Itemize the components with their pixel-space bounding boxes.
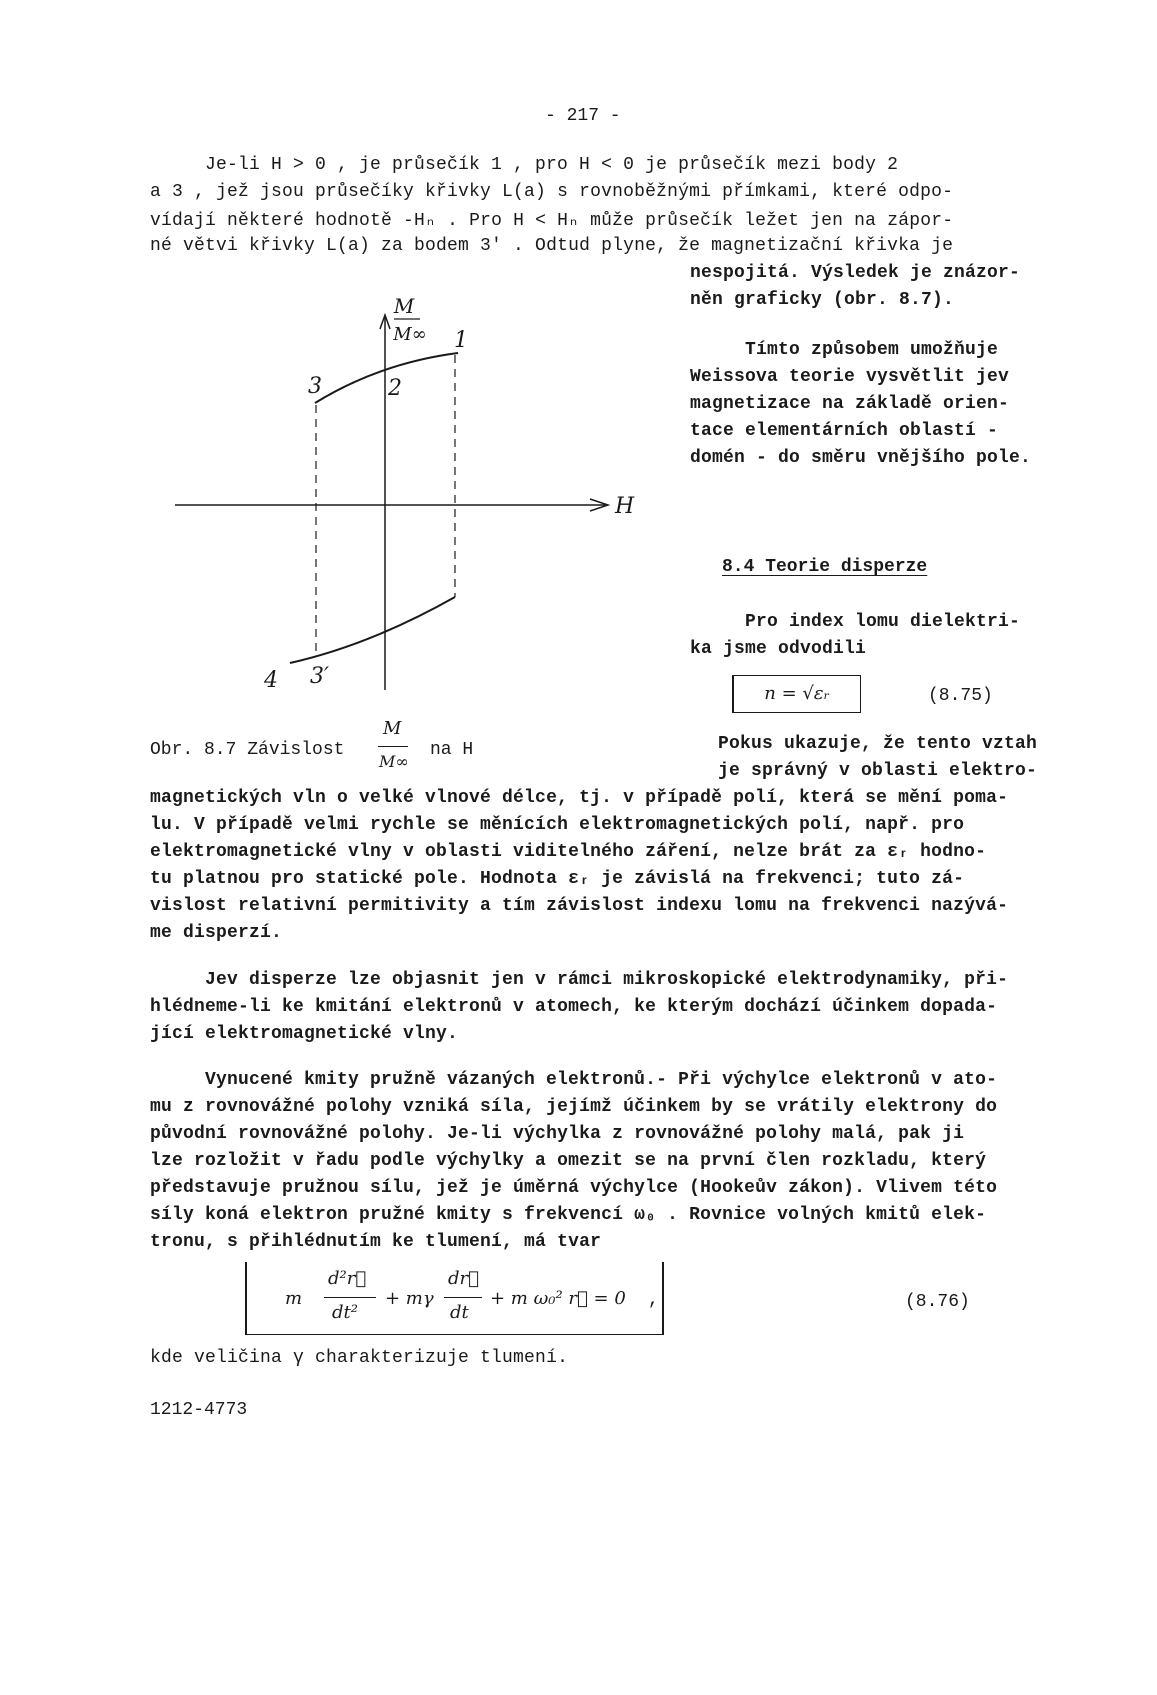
text-line: Jev disperze lze objasnit jen v rámci mikroskopické elektrodynamiky, při- <box>205 970 1009 990</box>
text-line: me disperzí. <box>150 923 283 943</box>
x-axis-label: H <box>615 494 635 519</box>
eq-term-damping: + mγ <box>385 1288 434 1309</box>
figure-caption <box>150 740 344 760</box>
text-line: mu z rovnovážné polohy vzniká síla, jejímž účinkem by se vrátily elektrony do <box>150 1097 998 1117</box>
text-line: magnetických vln o velké vlnové délce, tj. v případě polí, která se mění poma- <box>150 788 1009 808</box>
caption-prefix: Obr. 8.7 Závislost <box>150 740 345 760</box>
caption-fraction-num: M <box>383 718 402 739</box>
text-line: Pro index lomu dielektri- <box>745 612 1021 632</box>
text-line: Vynucené kmity pružně vázaných elektronů.- Při výchylce elektronů v ato- <box>205 1070 998 1090</box>
caption-suffix: na H <box>430 740 474 760</box>
equation-label-8-75: (8.75) <box>928 686 993 706</box>
y-axis-label-num: M <box>393 294 415 318</box>
eq-fraction-1-bar <box>324 1297 376 1298</box>
upper-branch <box>315 353 458 403</box>
equation-8-75: n = √εᵣ <box>732 675 861 713</box>
text-line: Je-li H > 0 , je průsečík 1 , pro H < 0 je průsečík mezi body 2 <box>205 155 899 175</box>
text-line: jící elektromagnetické vlny. <box>150 1024 459 1044</box>
eq-fraction-1-num: d²r⃗ <box>328 1268 367 1289</box>
text-line: tace elementárních oblastí - <box>690 421 999 441</box>
lower-branch <box>290 597 455 663</box>
point-label-3: 3 <box>308 374 322 399</box>
text-line: původní rovnovážné polohy. Je-li výchylka z rovnovážné polohy malá, pak ji <box>150 1124 965 1144</box>
text-line: lu. V případě velmi rychle se měnících elektromagnetických polí, např. pro <box>150 815 965 835</box>
text-line: je správný v oblasti elektro- <box>718 761 1038 781</box>
point-label-2: 2 <box>388 376 402 401</box>
equation-label-8-76: (8.76) <box>905 1292 970 1312</box>
text-line: elektromagnetické vlny v oblasti viditelného záření, nelze brát za εᵣ hodno- <box>150 842 987 862</box>
text-line: a 3 , jež jsou průsečíky křivky L(a) s rovnoběžnými přímkami, které odpo- <box>150 182 954 202</box>
text-line: Weissova teorie vysvětlit jev <box>690 367 1010 387</box>
text-line: tu platnou pro statické pole. Hodnota εᵣ je závislá na frekvenci; tuto zá- <box>150 869 965 889</box>
eq-fraction-1-den: dt² <box>332 1302 358 1323</box>
y-axis-label-den: M∞ <box>393 324 427 345</box>
point-label-4: 4 <box>264 668 278 693</box>
text-line-damping: kde veličina γ charakterizuje tlumení. <box>150 1348 569 1368</box>
text-line: vídají některé hodnotě -Hₙ . Pro H < Hₙ může průsečík ležet jen na zápor- <box>150 211 954 231</box>
eq-term-restoring: + m ω₀² r⃗ = 0 <box>490 1288 626 1309</box>
text-line: tronu, s přihlédnutím ke tlumení, má tvar <box>150 1232 602 1252</box>
point-label-3-prime: 3′ <box>310 664 329 689</box>
page-number: - 217 - <box>545 106 621 126</box>
text-line: Pokus ukazuje, že tento vztah <box>718 734 1038 754</box>
eq-term-m: m <box>285 1288 303 1309</box>
text-line: vislost relativní permitivity a tím závislost indexu lomu na frekvenci nazývá- <box>150 896 1009 916</box>
text-line: něn graficky (obr. 8.7). <box>690 290 955 310</box>
text-line: lze rozložit v řadu podle výchylky a omezit se na první člen rozkladu, který <box>150 1151 987 1171</box>
caption-fraction-bar <box>378 746 408 747</box>
caption-fraction-den: M∞ <box>379 752 409 771</box>
footer-code: 1212-4773 <box>150 1400 248 1420</box>
section-heading: 8.4 Teorie disperze <box>722 557 928 577</box>
eq-comma: , <box>648 1290 659 1310</box>
point-label-1: 1 <box>454 328 468 353</box>
text-line: né větvi křivky L(a) za bodem 3′ . Odtud plyne, že magnetizační křivka je <box>150 236 954 256</box>
text-line: domén - do směru vnějšího pole. <box>690 448 1032 468</box>
text-line: hlédneme-li ke kmitání elektronů v atomech, ke kterým dochází účinkem dopada- <box>150 997 998 1017</box>
text-line: nespojitá. Výsledek je znázor- <box>690 263 1021 283</box>
text-line: Tímto způsobem umožňuje <box>745 340 999 360</box>
eq-fraction-2-num: dr⃗ <box>448 1268 479 1289</box>
text-line: představuje pružnou sílu, jež je úměrná výchylce (Hookeův zákon). Vlivem této <box>150 1178 998 1198</box>
figure-magnetization-curve <box>160 285 650 705</box>
eq-fraction-2-bar <box>444 1297 482 1298</box>
text-line: magnetizace na základě orien- <box>690 394 1010 414</box>
eq-fraction-2-den: dt <box>450 1302 469 1323</box>
text-line: síly koná elektron pružné kmity s frekvencí ω₀ . Rovnice volných kmitů elek- <box>150 1205 987 1225</box>
text-line: ka jsme odvodili <box>690 639 867 659</box>
